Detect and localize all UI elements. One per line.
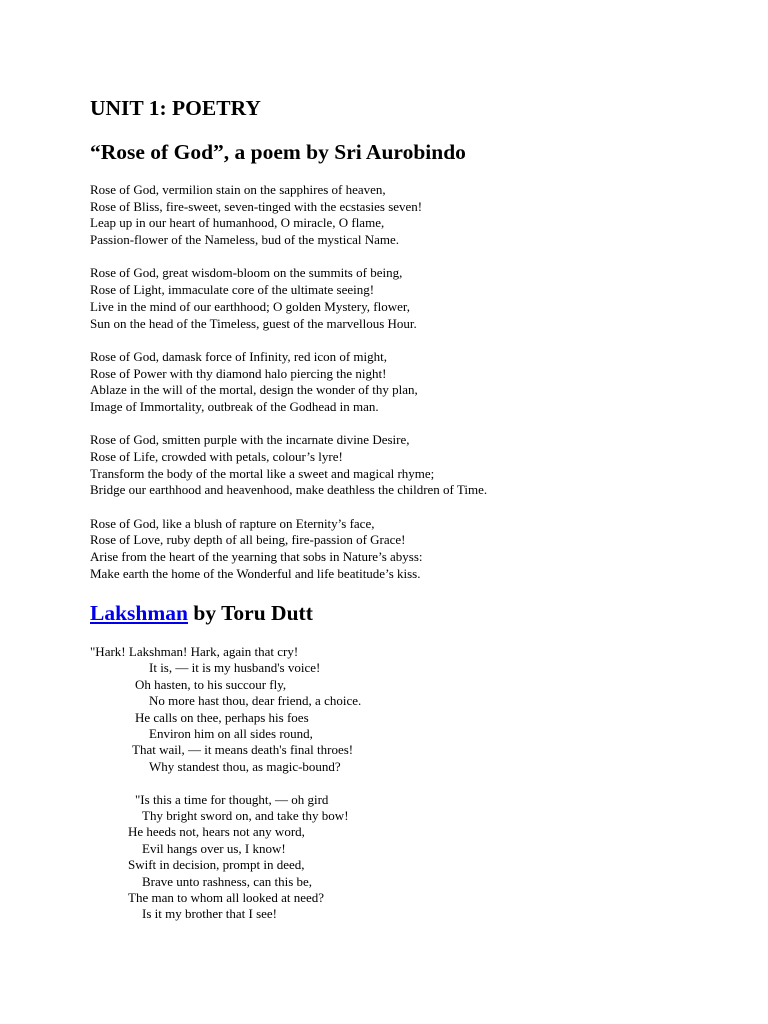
poem-line: Rose of God, smitten purple with the incarnate divine Desire, [90, 432, 410, 448]
poem-line: He calls on thee, perhaps his foes [135, 709, 309, 725]
poem-lakshman [90, 644, 750, 939]
poem-line: Make earth the home of the Wonderful and life beatitude’s kiss. [90, 565, 421, 581]
stanza [90, 349, 750, 416]
poem-line: That wail, — it means death's final throes! [132, 742, 354, 758]
poem-line: Rose of God, like a blush of rapture on Eternity’s face, [90, 515, 375, 531]
poem-line: The man to whom all looked at need? [128, 889, 325, 905]
poem-line: Rose of God, vermilion stain on the sapphires of heaven, [90, 182, 386, 197]
poem-line: Rose of God, damask force of Infinity, red icon of might, [90, 348, 388, 364]
poem-title-rose-of-god: “Rose of God”, a poem by Sri Aurobindo [90, 140, 466, 164]
poem-line: Image of Immortality, outbreak of the Godhead in man. [90, 398, 379, 414]
poem-line: Why standest thou, as magic-bound? [149, 758, 341, 774]
poem-line: Rose of Power with thy diamond halo piercing the night! [90, 365, 387, 381]
poem-line: Rose of Life, crowded with petals, colour’s lyre! [90, 449, 343, 464]
poem-line: No more hast thou, dear friend, a choice. [149, 693, 362, 709]
poem-line: Rose of God, great wisdom-bloom on the summits of being, [90, 265, 403, 281]
lakshman-link[interactable]: Lakshman [90, 601, 188, 625]
poem-line: Live in the mind of our earthhood; O golden Mystery, flower, [90, 298, 410, 314]
stanza [90, 516, 750, 583]
poem-line: Rose of Bliss, fire-sweet, seven-tinged with the ecstasies seven! [90, 198, 423, 214]
stanza [90, 792, 750, 923]
poem-rose-of-god [90, 182, 750, 599]
poem-title-author: by Toru Dutt [188, 601, 313, 625]
stanza [90, 182, 750, 249]
poem-line: It is, — it is my husband's voice! [149, 660, 321, 676]
poem-line: "Hark! Lakshman! Hark, again that cry! [90, 644, 299, 659]
poem-line: Leap up in our heart of humanhood, O miracle, O flame, [90, 215, 385, 231]
stanza [90, 644, 750, 775]
poem-line: Evil hangs over us, I know! [142, 840, 286, 856]
poem-line: Passion-flower of the Nameless, bud of the mystical Name. [90, 232, 400, 248]
poem-line: Rose of Light, immaculate core of the ultimate seeing! [90, 282, 375, 298]
poem-line: He heeds not, hears not any word, [128, 824, 305, 840]
poem-line: Rose of Love, ruby depth of all being, fire-passion of Grace! [90, 532, 406, 548]
stanza [90, 432, 750, 499]
poem-line: Arise from the heart of the yearning that sobs in Nature’s abyss: [90, 549, 423, 565]
poem-line: Is it my brother that I see! [142, 906, 278, 922]
poem-line: "Is this a time for thought, — oh gird [135, 791, 329, 807]
poem-line: Brave unto rashness, can this be, [142, 873, 313, 889]
poem-line: Transform the body of the mortal like a sweet and magical rhyme; [90, 465, 435, 481]
poem-line: Sun on the head of the Timeless, guest of the marvellous Hour. [90, 315, 417, 331]
poem-line: Environ him on all sides round, [149, 725, 313, 741]
poem-line: Thy bright sword on, and take thy bow! [142, 808, 349, 824]
poem-line: Bridge our earthhood and heavenhood, make deathless the children of Time. [90, 482, 488, 498]
stanza [90, 265, 750, 332]
unit-title: UNIT 1: POETRY [90, 96, 261, 120]
poem-line: Ablaze in the will of the mortal, design the wonder of thy plan, [90, 382, 418, 398]
poem-line: Swift in decision, prompt in deed, [128, 857, 305, 873]
poem-line: Oh hasten, to his succour fly, [135, 676, 287, 692]
poem-title-lakshman [90, 600, 313, 626]
